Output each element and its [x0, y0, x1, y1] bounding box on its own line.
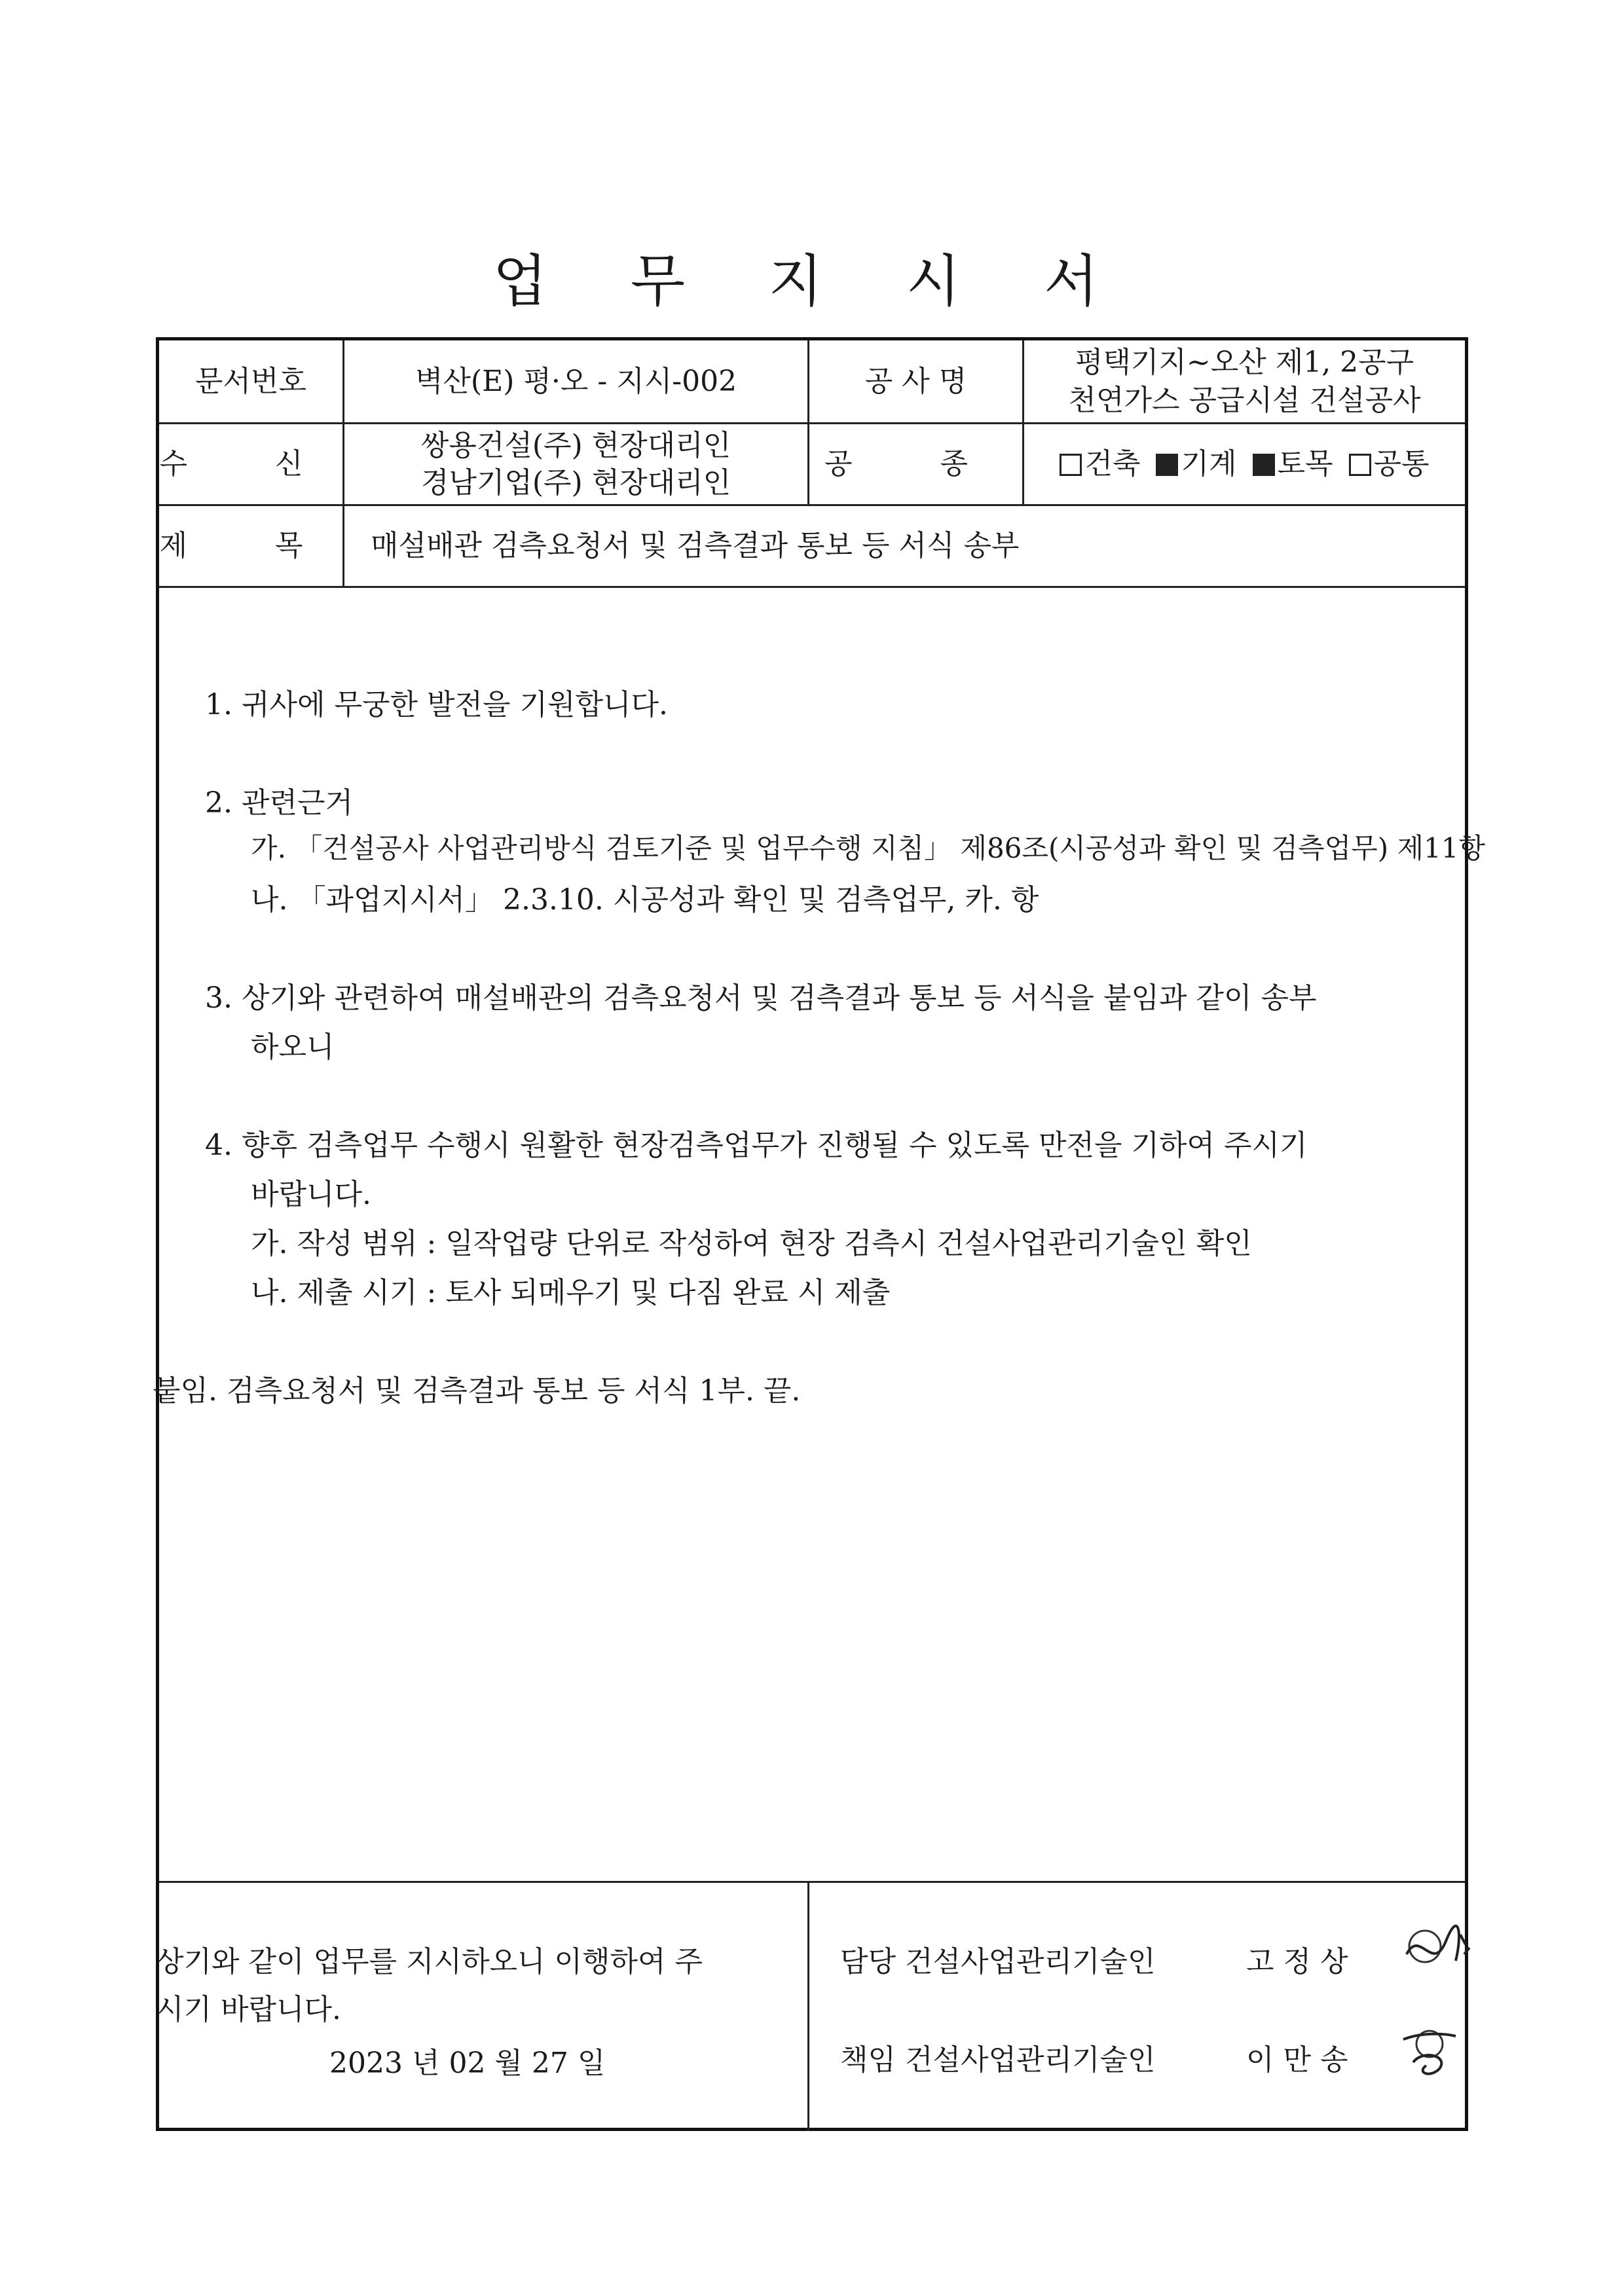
body-paragraph-3-line2: 하오니: [251, 1030, 335, 1064]
option-label: 공통: [1373, 447, 1430, 481]
work-type-label-text: 공 종: [824, 447, 1007, 481]
subject-value-text: 매설배관 검측요청서 및 검측결과 통보 등 서식 송부: [371, 529, 1020, 563]
body-paragraph-4b: 나. 제출 시기 : 토사 되메우기 및 다짐 완료 시 제출: [251, 1276, 891, 1309]
work-type-option-common[interactable]: [1349, 445, 1430, 483]
recipient-label: [159, 424, 342, 504]
body-paragraph-4a: 가. 작성 범위 : 일작업량 단위로 작성하여 현장 검측시 건설사업관리기술인 확인: [251, 1227, 1252, 1260]
recipient-line1: 쌍용건설(주) 현장대리인: [420, 428, 731, 462]
attachment-note: 붙임. 검측요청서 및 검측결과 통보 등 서식 1부. 끝.: [153, 1374, 801, 1408]
body-paragraph-4-line1: 4. 향후 검측업무 수행시 원활한 현장검측업무가 진행될 수 있도록 만전을 기하여 주시기: [205, 1129, 1308, 1162]
instruction-line2: 시기 바랍니다.: [156, 1993, 341, 2026]
subject-label-text: 제 목: [159, 529, 342, 563]
work-type-options: [1024, 424, 1465, 504]
body-paragraph-2b: 나. 「과업지시서」 2.3.10. 시공성과 확인 및 검측업무, 카. 항: [251, 883, 1039, 917]
option-label: 토목: [1277, 447, 1333, 481]
subject-label: [159, 506, 342, 586]
role-responsible: 책임 건설사업관리기술인: [840, 2043, 1156, 2077]
checkbox-checked-icon: [1253, 454, 1275, 476]
signature-stamp-icon: [1400, 1915, 1472, 1980]
project-label-text: 공 사 명: [864, 364, 967, 398]
body-paragraph-1: 1. 귀사에 무궁한 발전을 기원합니다.: [205, 688, 668, 721]
checkbox-empty-icon: [1060, 454, 1082, 476]
work-type-option-civil[interactable]: [1253, 445, 1333, 483]
body-paragraph-4-line2: 바랍니다.: [251, 1178, 372, 1211]
instruction-line1: 상기와 같이 업무를 지시하오니 이행하여 주: [156, 1945, 703, 1978]
doc-no-value-text: 벽산(E) 평·오 - 지시-002: [415, 364, 737, 398]
project-value-line1: 평택기지~오산 제1, 2공구: [1075, 346, 1414, 380]
col-divider: [807, 1881, 809, 2131]
role-in-charge: 담당 건설사업관리기술인: [840, 1945, 1156, 1978]
recipient-value: [344, 424, 807, 504]
name-responsible: 이 만 송: [1246, 2043, 1348, 2077]
signature-stamp-icon: [1390, 2016, 1469, 2082]
work-type-option-mech[interactable]: [1156, 445, 1236, 483]
work-type-option-arch[interactable]: [1060, 445, 1140, 483]
subject-value: [344, 506, 1465, 586]
name-in-charge: 고 정 상: [1246, 1945, 1348, 1978]
option-label: 건축: [1084, 447, 1141, 481]
row-divider: [159, 586, 1465, 588]
project-label: [809, 340, 1022, 422]
doc-no-label: [159, 340, 342, 422]
checkbox-checked-icon: [1156, 454, 1178, 476]
document-title: 업 무 지 시 서: [492, 249, 1132, 314]
project-value-line2: 천연가스 공급시설 건설공사: [1068, 383, 1421, 417]
checkbox-empty-icon: [1349, 454, 1371, 476]
doc-no-label-text: 문서번호: [194, 364, 306, 398]
work-type-label: [809, 424, 1022, 504]
body-paragraph-3-line1: 3. 상기와 관련하여 매설배관의 검측요청서 및 검측결과 통보 등 서식을 붙임과 같이 송부: [205, 981, 1317, 1015]
issue-date: 2023 년 02 월 27 일: [329, 2047, 606, 2080]
project-value: [1024, 340, 1465, 422]
document-frame: [153, 337, 1486, 2131]
recipient-label-text: 수 신: [159, 447, 342, 481]
recipient-line2: 경남기업(주) 현장대리인: [420, 466, 731, 500]
row-divider: [159, 1881, 1465, 1883]
option-label: 기계: [1181, 447, 1237, 481]
doc-no-value: [344, 340, 807, 422]
body-paragraph-2a: 가. 「건설공사 사업관리방식 검토기준 및 업무수행 지침」 제86조(시공성과 확인 및 검측업무) 제11항: [251, 832, 1486, 864]
body-paragraph-2: 2. 관련근거: [205, 786, 353, 820]
